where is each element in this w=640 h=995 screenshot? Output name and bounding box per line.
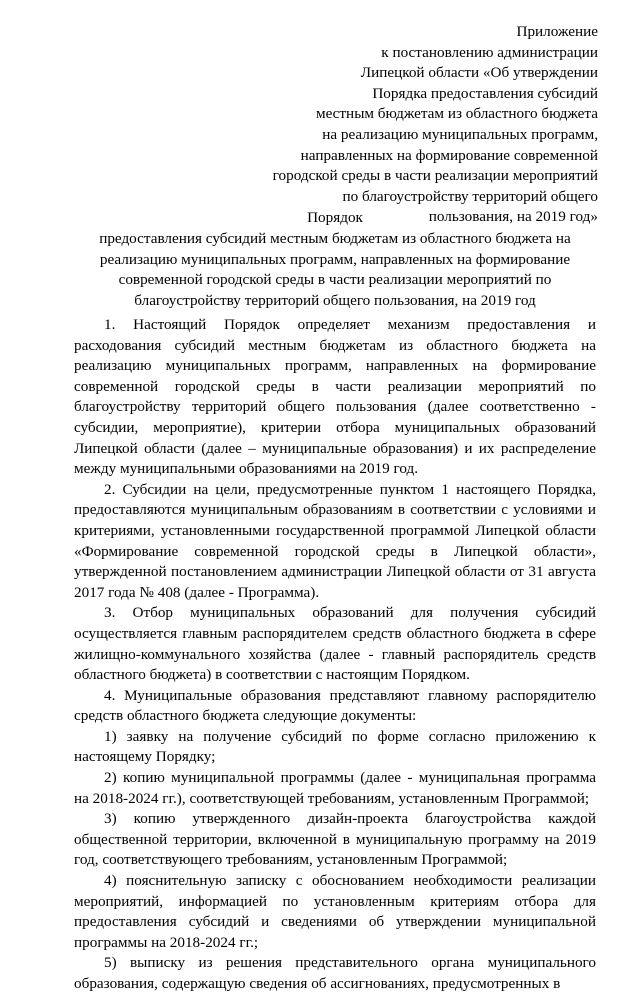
paragraph-clause-1: 1. Настоящий Порядок определяет механизм предоставления и расходования субсидий местным бюджетам из областного бюджета на реализацию муниципальных программ, направленных на формирование современной городской среды в части реализации мероприятий по благоустройству территорий общего пользования (далее соответственно - субсидии, мероприятие), критерии отбора муниципальных образований Липецкой области (далее – муниципальные образования) и их распределение между муниципальными образованиями на 2019 год.	[74, 316, 596, 478]
subtitle-line: благоустройству территорий общего пользования, на 2019 год	[134, 291, 536, 309]
appendix-line: Липецкой области «Об утверждении	[360, 64, 598, 82]
list-item-2: 2) копию муниципальной программы (далее - муниципальная программа на 2018-2024 гг.), соответствующей требованиям, установленным Программой;	[74, 769, 596, 807]
appendix-line: к постановлению администрации	[381, 43, 598, 61]
list-item-1: 1) заявку на получение субсидий по форме согласно приложению к настоящему Порядку;	[74, 727, 596, 766]
subtitle-line: реализацию муниципальных программ, направленных на формирование	[99, 250, 571, 268]
appendix-line: на реализацию муниципальных программ,	[322, 125, 598, 143]
document-title: Порядок	[307, 209, 363, 226]
subtitle-line: современной городской среды в части реализации мероприятий по	[118, 271, 552, 289]
appendix-line: местным бюджетам из областного бюджета	[315, 105, 598, 123]
appendix-line: Порядка предоставления субсидий	[372, 84, 598, 102]
paragraph-clause-2: 2. Субсидии на цели, предусмотренные пунктом 1 настоящего Порядка, предоставляются муниципальным образованиям в соответствии с условиями и критериями, установленными государственной программой Липецкой области «Формирование современной городской среды в Липецкой области», утвержденной постановлением администрации Липецкой области от 31 августа 2017 года № 408 (далее - Программа).	[74, 480, 596, 601]
subtitle-line: предоставления субсидий местным бюджетам из областного бюджета на	[99, 230, 571, 247]
appendix-line: городской среды в части реализации мероприятий	[272, 167, 598, 185]
appendix-line: пользования, на 2019 год»	[428, 208, 598, 226]
paragraph-clause-3: 3. Отбор муниципальных образований для получения субсидий осуществляется главным распорядителем средств областного бюджета в сфере жилищно-коммунального хозяйства (далее - главный распорядитель средств областного бюджета) в соответствии с настоящим Порядком.	[74, 604, 596, 684]
appendix-line: по благоустройству территорий общего	[342, 187, 598, 205]
document-subtitle	[74, 229, 596, 311]
appendix-header	[238, 22, 598, 228]
list-item-4: 4) пояснительную записку с обоснованием необходимости реализации мероприятий, информацией по установленным критериям отбора для предоставления субсидий и сведениями об утверждении муниципальной программы на 2018-2024 гг.;	[74, 872, 596, 951]
paragraph-clause-4: 4. Муниципальные образования представляют главному распорядителю средств областного бюджета следующие документы:	[74, 686, 596, 725]
list-item-3: 3) копию утвержденного дизайн-проекта благоустройства каждой общественной территории, включенной в муниципальную программу на 2019 год, соответствующего требованиям, установленным Программой;	[74, 810, 596, 869]
document-body	[74, 315, 596, 995]
list-item-5: 5) выписку из решения представительного органа муниципального образования, содержащую сведения об ассигнованиях, предусмотренных в	[74, 954, 596, 992]
appendix-line: Приложение	[516, 23, 598, 40]
appendix-line: направленных на формирование современной	[300, 146, 598, 164]
